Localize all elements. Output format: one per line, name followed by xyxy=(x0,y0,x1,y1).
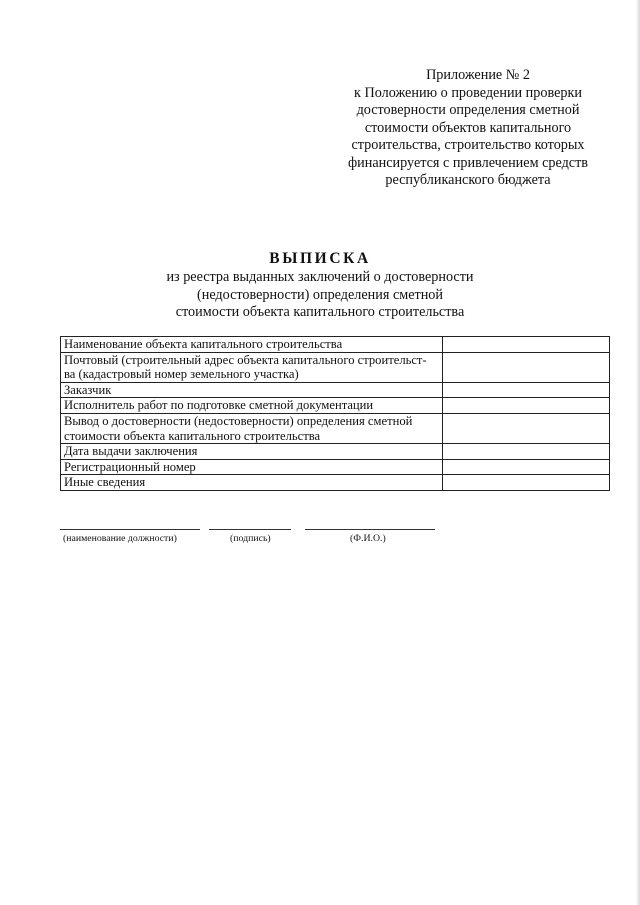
document-subtitle xyxy=(100,269,540,322)
row-value-reg-number xyxy=(443,459,610,475)
table-row xyxy=(61,459,610,475)
subtitle-line: из реестра выданных заключений о достоверности xyxy=(166,269,474,285)
table-row xyxy=(61,337,610,353)
row-value-contractor xyxy=(443,398,610,414)
position-caption: (наименование должности) xyxy=(63,533,177,544)
position-line xyxy=(60,529,200,530)
subtitle-line: (недостоверности) определения сметной xyxy=(197,286,443,303)
row-label-line: ва (кадастровый номер земельного участка) xyxy=(64,367,299,382)
annex-line: строительства, строительство которых xyxy=(351,137,585,153)
row-label-contractor: Исполнитель работ по подготовке сметной документации xyxy=(61,398,443,414)
row-label-line: Вывод о достоверности (недостоверности) определения сметной xyxy=(64,413,413,428)
name-line xyxy=(305,529,435,530)
table-row xyxy=(61,475,610,491)
signature-caption: (подпись) xyxy=(230,533,271,544)
row-label-address xyxy=(61,352,443,382)
subtitle-line: стоимости объекта капитального строительства xyxy=(175,304,465,321)
annex-title: Приложение № 2 xyxy=(426,67,530,83)
annex-line: достоверности определения сметной xyxy=(356,102,580,118)
annex-block xyxy=(318,67,618,190)
annex-line: стоимости объектов капитального xyxy=(364,119,572,136)
document-title: ВЫПИСКА xyxy=(269,250,371,267)
row-label-other-info: Иные сведения xyxy=(61,475,443,491)
annex-line: к Положению о проведении проверки xyxy=(354,84,582,101)
row-value-issue-date xyxy=(443,444,610,460)
signature-line xyxy=(209,529,291,530)
row-label-line: Почтовый (строительный адрес объекта капитального строительст- xyxy=(64,352,427,367)
row-label-object-name: Наименование объекта капитального строительства xyxy=(61,337,443,353)
row-label-reg-number: Регистрационный номер xyxy=(61,459,443,475)
register-table xyxy=(60,336,610,491)
table-row xyxy=(61,382,610,398)
table-row xyxy=(61,444,610,460)
table-row xyxy=(61,413,610,443)
row-label-conclusion xyxy=(61,413,443,443)
row-label-issue-date: Дата выдачи заключения xyxy=(61,444,443,460)
annex-line: республиканского бюджета xyxy=(385,172,551,188)
annex-line: финансируется с привлечением средств xyxy=(347,154,589,171)
row-value-other-info xyxy=(443,475,610,491)
row-label-customer: Заказчик xyxy=(61,382,443,398)
table-row xyxy=(61,352,610,382)
row-value-address xyxy=(443,352,610,382)
name-caption: (Ф.И.О.) xyxy=(350,533,386,544)
row-value-customer xyxy=(443,382,610,398)
row-value-conclusion xyxy=(443,413,610,443)
page-edge-shadow xyxy=(636,0,640,905)
table-row xyxy=(61,398,610,414)
row-label-line: стоимости объекта капитального строительства xyxy=(64,428,321,443)
document-heading xyxy=(100,249,540,322)
row-value-object-name xyxy=(443,337,610,353)
